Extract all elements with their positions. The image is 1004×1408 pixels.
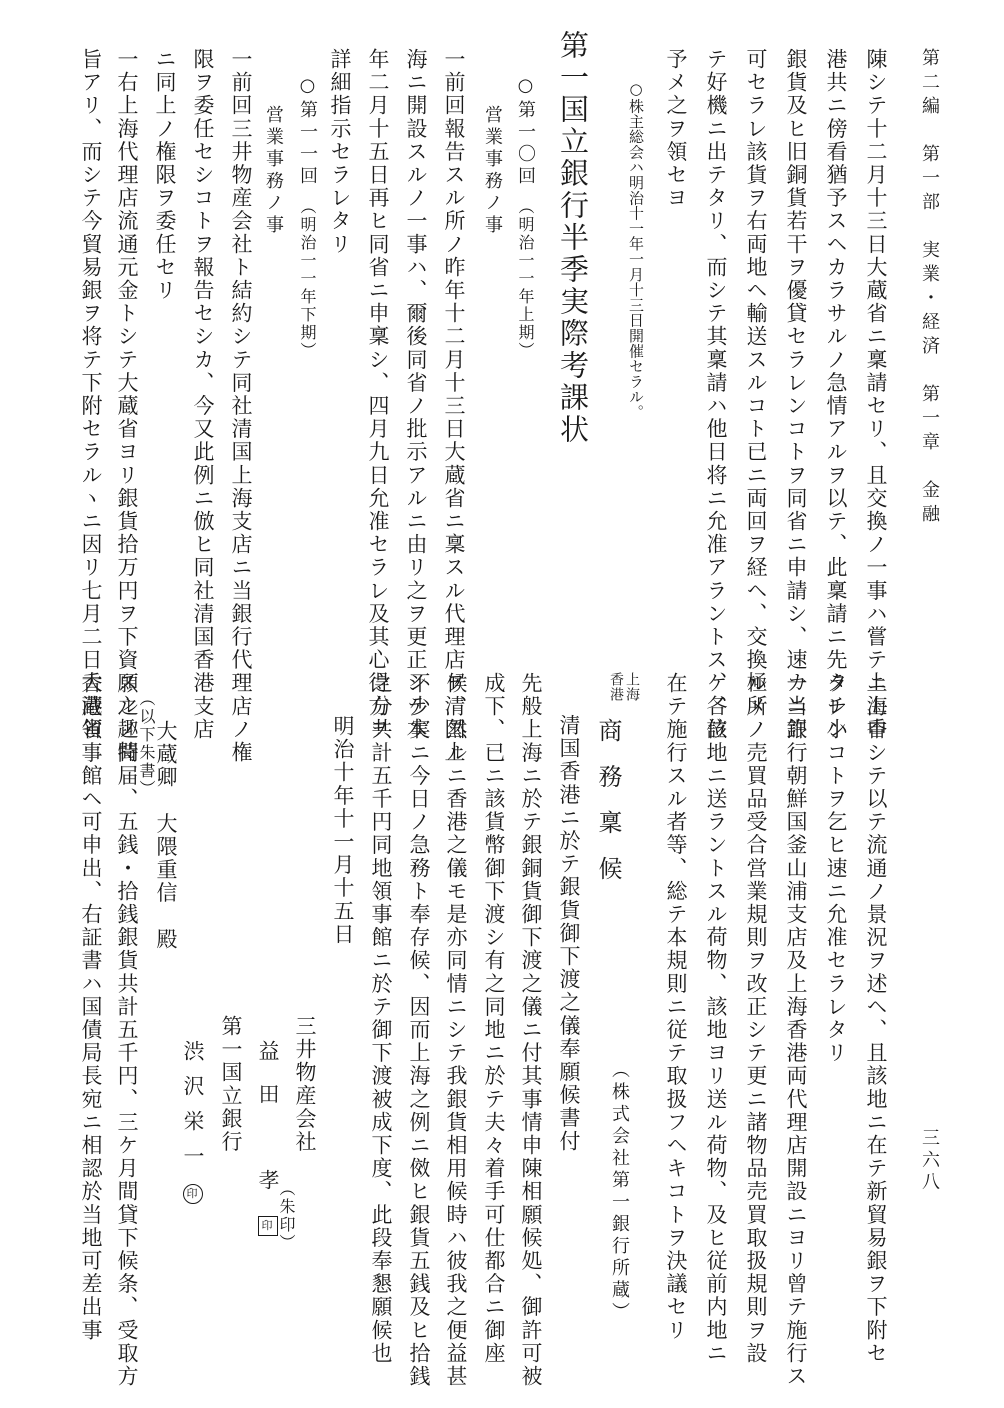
text-column: 陳シテ十二月十三日大蔵省ニ稟請セリ、且交換ノ一事ハ嘗テ上海香 [864, 48, 888, 741]
text-column: 成下、已ニ該貨幣御下渡シ有之同地ニ於テ夫々着手可仕都合ニ御座 [482, 672, 506, 1365]
document-prefix [608, 672, 640, 702]
letter-subject: 清国香港ニ於テ銀貨御下渡之儀奉願候書付 [557, 714, 581, 1153]
text-column: 旨アリ、而シテ今貿易銀ヲ将テ下附セラルヽニ因リ七月二日大蔵省 [79, 48, 103, 741]
session-period: （明治一一年下期） [298, 198, 317, 360]
annotation: （以下朱書） [137, 690, 156, 798]
text-column: ニ同上ノ権限ヲ委任セリ [153, 48, 177, 303]
endorsement-column: 願之趣聞届、五銭・拾銭銀貨共計五千円、三ケ月間貸下候条、受取方 [115, 672, 139, 1389]
text-column: 先般上海ニ於テ銀銅貨御下渡之儀ニ付其事情申陳相願候処、御許可被 [519, 672, 543, 1389]
text-column: 一前回報告スル所ノ昨年十二月十三日大蔵省ニ稟スル代理店ヲ清国上 [442, 48, 466, 765]
text-column: 限ヲ委任セシコトヲ報告セシカ、今又此例ニ倣ヒ同社清国香港支店 [191, 48, 215, 741]
text-column: ル所ノ売買品受合営業規則ヲ改正シテ更ニ諸物品売買取扱規則ヲ設 [744, 672, 768, 1365]
session-period: （明治一一年上期） [516, 198, 535, 360]
letter-heading: 商務稟候 [594, 718, 622, 902]
text-column: 海ニ開設スルノ一事ハ、爾後同省ノ批示アルニ由リ之ヲ更正シテ本 [404, 48, 428, 741]
text-column: 予メ之ヲ領セヨ [664, 48, 688, 210]
text-column: ラレンコトヲ乞ヒ速ニ允准セラレタリ [824, 672, 848, 1065]
addressee: 大蔵卿 大隈重信 殿 [154, 720, 178, 951]
seal-icon: 印 [258, 1216, 278, 1236]
text-column: 在テ施行スル者等、総テ本規則ニ従テ取扱フヘキコトヲ決議セリ [664, 672, 688, 1342]
section-heading: 営業事務ノ事 [482, 105, 503, 237]
prefix-top: 上海 [624, 672, 640, 702]
sender-org: 三井物産会社 [293, 1015, 317, 1154]
text-column: 之分共計五千円同地領事館ニ於テ御下渡被成下度、此段奉懇願候也 [369, 672, 393, 1365]
prefix-bottom: 香港 [608, 672, 624, 702]
page-number: 三六八 [919, 1128, 940, 1194]
session-number: ○第一一回 [297, 75, 318, 188]
text-column: 港共ニ傍看猶予スヘカラサルノ急情アルヲ以テ、此稟請ニ先タチ小 [824, 48, 848, 741]
sender-name [257, 1040, 278, 1236]
seal-icon: 印 [183, 1184, 203, 1204]
text-column: ニ上申シテ以テ流通ノ景況ヲ述ヘ、且該地ニ在テ新貿易銀ヲ下附セ [864, 672, 888, 1365]
sender-name-text: 渋沢栄一 [181, 1040, 205, 1180]
text-column: 不少実ニ今日ノ急務ト奉存候、因而上海之例ニ傚ヒ銀貨五銭及ヒ拾銭 [407, 672, 431, 1389]
text-column: 一右上海代理店流通元金トシテ大蔵省ヨリ銀貨拾万円ヲ下資スルノ特 [115, 48, 139, 765]
session-number: ○第一〇回 [515, 75, 536, 188]
sender-org: 第一国立銀行 [219, 1015, 243, 1154]
sender-name-text: 益田 孝 [256, 1040, 280, 1212]
session-heading [516, 75, 534, 360]
text-column: ケ、該地ニ送ラントスル荷物、該地ヨリ送ル荷物、及ヒ従前内地ニ [704, 672, 728, 1365]
session-heading [298, 75, 316, 360]
text-column: 年二月十五日再ヒ同省ニ申稟シ、四月九日允准セラレ及其心得方ヲ [366, 48, 390, 741]
text-column: 一前回三井物産会社ト結約シテ同社清国上海支店ニ当銀行代理店ノ権 [229, 48, 253, 765]
text-column: 可セラレ該貨ヲ右両地ヘ輸送スルコト已ニ両回ヲ経ヘ、交換極メ [744, 48, 768, 718]
endorsement-column: 香港領事館ヘ可申出、右証書ハ国債局長宛ニ相認於当地可差出事 [79, 672, 103, 1342]
source-note: （株式会社第一銀行所蔵） [609, 1060, 630, 1324]
text-column: 銀貨及ヒ旧銅貨若干ヲ優貸セラレンコトヲ同省ニ申請シ、速カニ許 [784, 48, 808, 741]
text-column: テ好機ニ出テタリ、而シテ其稟請ハ他日将ニ允准アラントス、各位 [704, 48, 728, 741]
text-column: 一当銀行朝鮮国釜山浦支店及上海香港両代理店開設ニヨリ曾テ施行ス [784, 672, 808, 1389]
footnote: ○株主総会ハ明治十一年一月十三日開催セラル。 [627, 80, 645, 420]
text-column: 候、然ルニ香港之儀モ是亦同情ニシテ我銀貨相用候時ハ彼我之便益甚 [444, 672, 468, 1389]
text-column: 詳細指示セラレタリ [328, 48, 352, 256]
letter-date: 明治十年十一月十五日 [331, 715, 355, 946]
document-title: 第一国立銀行半季実際考課状 [556, 30, 590, 446]
running-title: 第二編 第一部 実業・経済 第一章 金融 [919, 48, 940, 528]
seal-note: （朱印） [277, 1180, 296, 1252]
sender-name [182, 1040, 203, 1204]
section-heading: 営業事務ノ事 [263, 105, 284, 237]
